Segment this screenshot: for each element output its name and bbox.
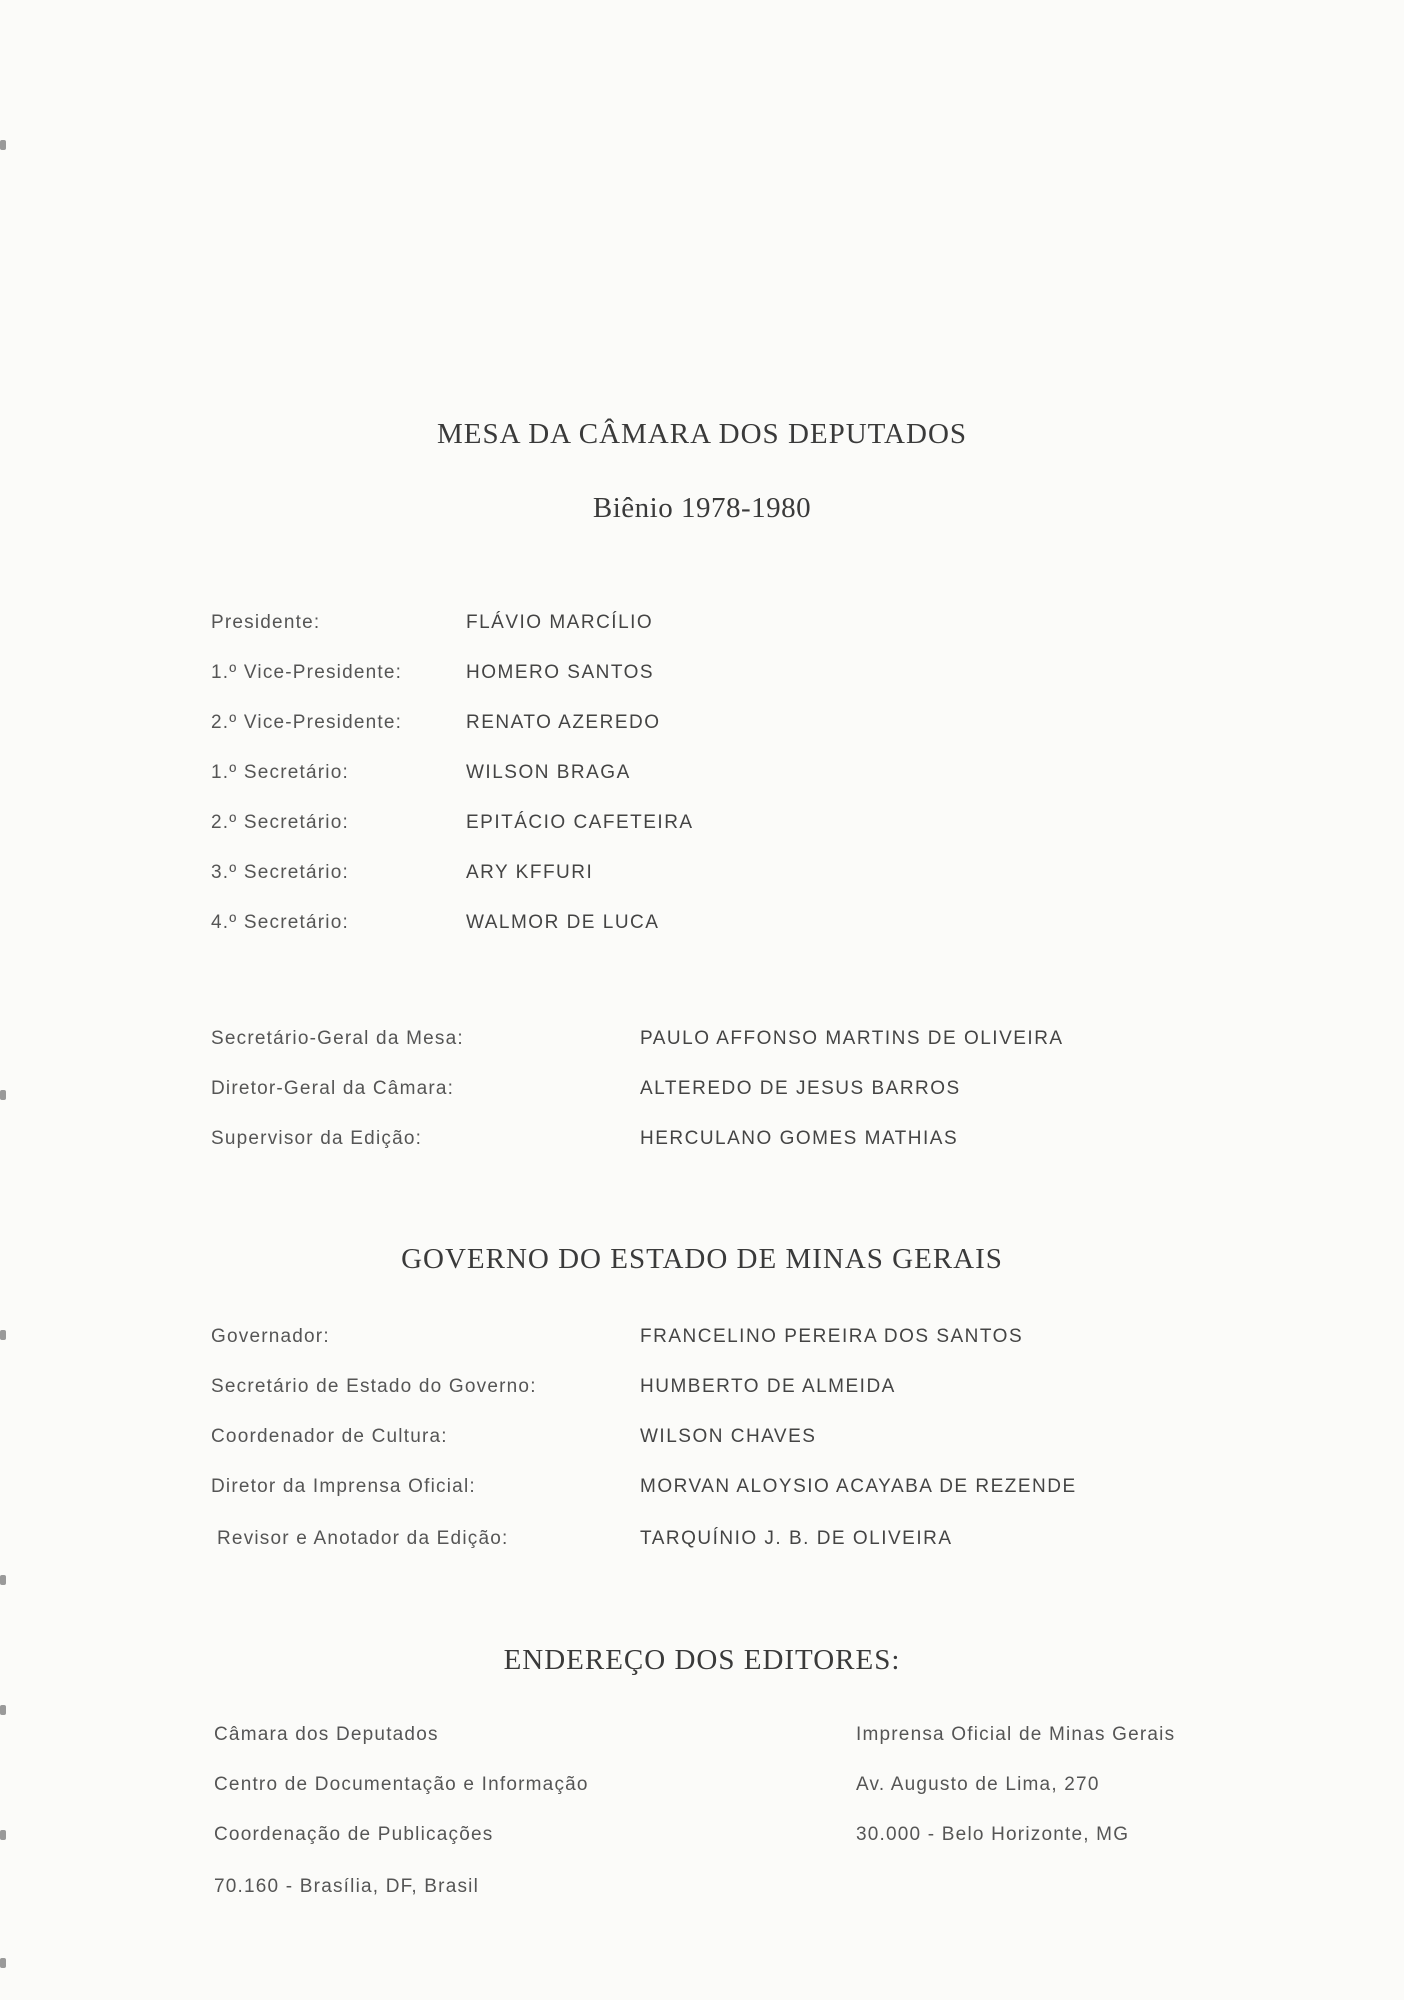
- role-label: 3.º Secretário:: [211, 862, 349, 883]
- punch-mark: [0, 1575, 6, 1585]
- member-name: TARQUÍNIO J. B. DE OLIVEIRA: [640, 1528, 953, 1549]
- role-label: 2.º Secretário:: [211, 812, 349, 833]
- camara-address-line: Câmara dos Deputados: [214, 1724, 439, 1745]
- member-name: FLÁVIO MARCÍLIO: [466, 612, 654, 633]
- punch-mark: [0, 140, 6, 150]
- member-name: WALMOR DE LUCA: [466, 912, 660, 933]
- imprensa-address-line: 30.000 - Belo Horizonte, MG: [856, 1824, 1130, 1845]
- bienio-subtitle: Biênio 1978-1980: [592, 492, 812, 524]
- role-label: 4.º Secretário:: [211, 912, 349, 933]
- role-label: Diretor-Geral da Câmara:: [211, 1078, 455, 1099]
- member-name: HUMBERTO DE ALMEIDA: [640, 1376, 896, 1397]
- staff-name: HERCULANO GOMES MATHIAS: [640, 1128, 959, 1149]
- imprensa-address-line: Imprensa Oficial de Minas Gerais: [856, 1724, 1176, 1745]
- role-label: 1.º Vice-Presidente:: [211, 662, 403, 683]
- member-name: ARY KFFURI: [466, 862, 594, 883]
- member-name: MORVAN ALOYSIO ACAYABA DE REZENDE: [640, 1476, 1077, 1497]
- enderecos-title: ENDEREÇO DOS EDITORES:: [503, 1644, 901, 1676]
- member-name: HOMERO SANTOS: [466, 662, 655, 683]
- role-label: Secretário de Estado do Governo:: [211, 1376, 537, 1397]
- member-name: RENATO AZEREDO: [466, 712, 661, 733]
- role-label: Secretário-Geral da Mesa:: [211, 1028, 464, 1049]
- role-label: 2.º Vice-Presidente:: [211, 712, 403, 733]
- role-label: Coordenador de Cultura:: [211, 1426, 448, 1447]
- governo-title: GOVERNO DO ESTADO DE MINAS GERAIS: [401, 1243, 1003, 1275]
- member-name: WILSON CHAVES: [640, 1426, 817, 1447]
- role-label: Revisor e Anotador da Edição:: [217, 1528, 509, 1549]
- camara-address-line: 70.160 - Brasília, DF, Brasil: [214, 1876, 479, 1897]
- punch-mark: [0, 1090, 6, 1100]
- imprensa-address-line: Av. Augusto de Lima, 270: [856, 1774, 1100, 1795]
- member-name: WILSON BRAGA: [466, 762, 631, 783]
- role-label: 1.º Secretário:: [211, 762, 349, 783]
- staff-name: PAULO AFFONSO MARTINS DE OLIVEIRA: [640, 1028, 1064, 1049]
- member-name: FRANCELINO PEREIRA DOS SANTOS: [640, 1326, 1024, 1347]
- member-name: EPITÁCIO CAFETEIRA: [466, 812, 694, 833]
- role-label: Presidente:: [211, 612, 321, 633]
- role-label: Governador:: [211, 1326, 330, 1347]
- punch-mark: [0, 1958, 6, 1968]
- staff-name: ALTEREDO DE JESUS BARROS: [640, 1078, 961, 1099]
- punch-mark: [0, 1705, 6, 1715]
- camara-address-line: Coordenação de Publicações: [214, 1824, 494, 1845]
- mesa-title: MESA DA CÂMARA DOS DEPUTADOS: [436, 418, 968, 450]
- punch-mark: [0, 1830, 6, 1840]
- role-label: Diretor da Imprensa Oficial:: [211, 1476, 476, 1497]
- punch-mark: [0, 1330, 6, 1340]
- camara-address-line: Centro de Documentação e Informação: [214, 1774, 589, 1795]
- role-label: Supervisor da Edição:: [211, 1128, 423, 1149]
